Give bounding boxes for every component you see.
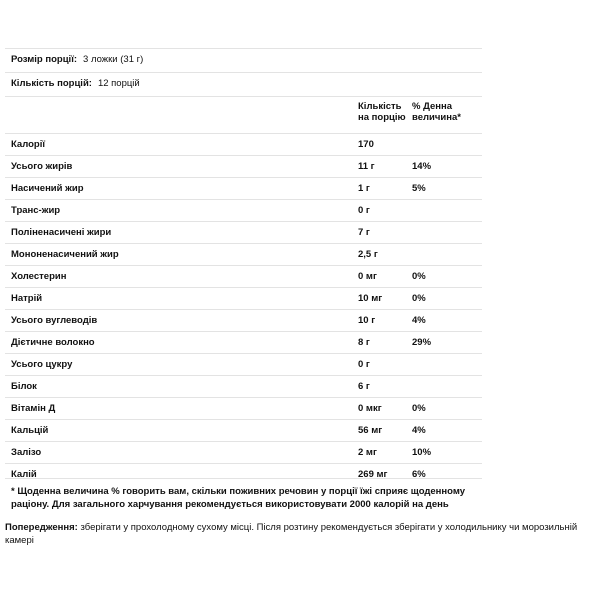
nutrient-name: Натрій bbox=[5, 288, 358, 310]
nutrient-name: Усього вуглеводів bbox=[5, 310, 358, 332]
nutrient-dv: 29% bbox=[412, 332, 482, 354]
nutrient-name: Мононенасичений жир bbox=[5, 244, 358, 266]
nutrient-amount: 56 мг bbox=[358, 420, 412, 442]
serving-size-value: 3 ложки (31 г) bbox=[83, 53, 144, 65]
serving-count-value: 12 порцій bbox=[97, 77, 140, 89]
nutrient-amount: 10 мг bbox=[358, 288, 412, 310]
header-dv: % Денна величина* bbox=[412, 97, 482, 134]
nutrient-name: Насичений жир bbox=[5, 178, 358, 200]
nutrient-name: Залізо bbox=[5, 442, 358, 464]
nutrient-name: Дієтичне волокно bbox=[5, 332, 358, 354]
table-row bbox=[5, 266, 482, 288]
table-row bbox=[5, 354, 482, 376]
table-row bbox=[5, 376, 482, 398]
nutrient-amount: 269 мг bbox=[358, 464, 412, 486]
nutrient-dv: 6% bbox=[412, 464, 482, 486]
nutrient-dv: 0% bbox=[412, 398, 482, 420]
serving-count-label: Кількість порцій: bbox=[11, 77, 92, 89]
nutrient-dv bbox=[412, 376, 482, 398]
nutrient-amount: 8 г bbox=[358, 332, 412, 354]
nutrient-dv: 5% bbox=[412, 178, 482, 200]
nutrient-dv: 0% bbox=[412, 288, 482, 310]
nutrient-dv bbox=[412, 134, 482, 156]
serving-size-line bbox=[5, 48, 482, 69]
serving-count-line bbox=[5, 72, 482, 93]
nutrient-amount: 0 мкг bbox=[358, 398, 412, 420]
table-row bbox=[5, 420, 482, 442]
nutrient-dv: 0% bbox=[412, 266, 482, 288]
nutrient-amount: 0 г bbox=[358, 354, 412, 376]
nutrient-dv: 14% bbox=[412, 156, 482, 178]
header-amount: Кількість на порцію bbox=[358, 97, 412, 134]
nutrient-amount: 10 г bbox=[358, 310, 412, 332]
nutrient-dv bbox=[412, 244, 482, 266]
nutrient-dv: 4% bbox=[412, 310, 482, 332]
table-row bbox=[5, 332, 482, 354]
nutrition-panel bbox=[5, 48, 482, 485]
table-row bbox=[5, 244, 482, 266]
nutrient-dv bbox=[412, 222, 482, 244]
nutrient-name: Кальцій bbox=[5, 420, 358, 442]
nutrient-amount: 7 г bbox=[358, 222, 412, 244]
table-header-row bbox=[5, 97, 482, 134]
warning-label: Попередження: bbox=[5, 522, 78, 533]
nutrient-name: Усього жирів bbox=[5, 156, 358, 178]
nutrient-amount: 2,5 г bbox=[358, 244, 412, 266]
nutrient-amount: 1 г bbox=[358, 178, 412, 200]
nutrient-dv bbox=[412, 354, 482, 376]
footnote: * Щоденна величина % говорить вам, скільки поживних речовин у порції їжі сприяє щоденному раціону. Для загального харчування рекомендується використовувати 2000 калорій на день bbox=[5, 478, 482, 517]
serving-size-label: Розмір порції: bbox=[11, 53, 78, 65]
nutrition-table bbox=[5, 96, 482, 485]
nutrient-name: Білок bbox=[5, 376, 358, 398]
nutrient-amount: 6 г bbox=[358, 376, 412, 398]
nutrient-name: Калій bbox=[5, 464, 358, 486]
table-row bbox=[5, 442, 482, 464]
table-row bbox=[5, 288, 482, 310]
nutrient-dv: 4% bbox=[412, 420, 482, 442]
nutrient-name: Поліненасичені жири bbox=[5, 222, 358, 244]
nutrient-amount: 170 bbox=[358, 134, 412, 156]
table-row bbox=[5, 134, 482, 156]
table-row bbox=[5, 200, 482, 222]
table-row bbox=[5, 398, 482, 420]
nutrient-amount: 11 г bbox=[358, 156, 412, 178]
nutrient-name: Усього цукру bbox=[5, 354, 358, 376]
warning bbox=[5, 521, 595, 547]
nutrient-name: Калорії bbox=[5, 134, 358, 156]
table-row bbox=[5, 178, 482, 200]
table-row bbox=[5, 222, 482, 244]
header-name bbox=[5, 97, 358, 134]
nutrient-dv bbox=[412, 200, 482, 222]
nutrient-name: Холестерин bbox=[5, 266, 358, 288]
warning-text: зберігати у прохолодному сухому місці. Після розтину рекомендується зберігати у холодильнику чи морозильній камері bbox=[5, 522, 578, 546]
nutrient-amount: 0 мг bbox=[358, 266, 412, 288]
nutrient-name: Вітамін Д bbox=[5, 398, 358, 420]
nutrient-amount: 0 г bbox=[358, 200, 412, 222]
table-row bbox=[5, 310, 482, 332]
nutrient-dv: 10% bbox=[412, 442, 482, 464]
nutrient-amount: 2 мг bbox=[358, 442, 412, 464]
nutrient-name: Транс-жир bbox=[5, 200, 358, 222]
table-row bbox=[5, 156, 482, 178]
